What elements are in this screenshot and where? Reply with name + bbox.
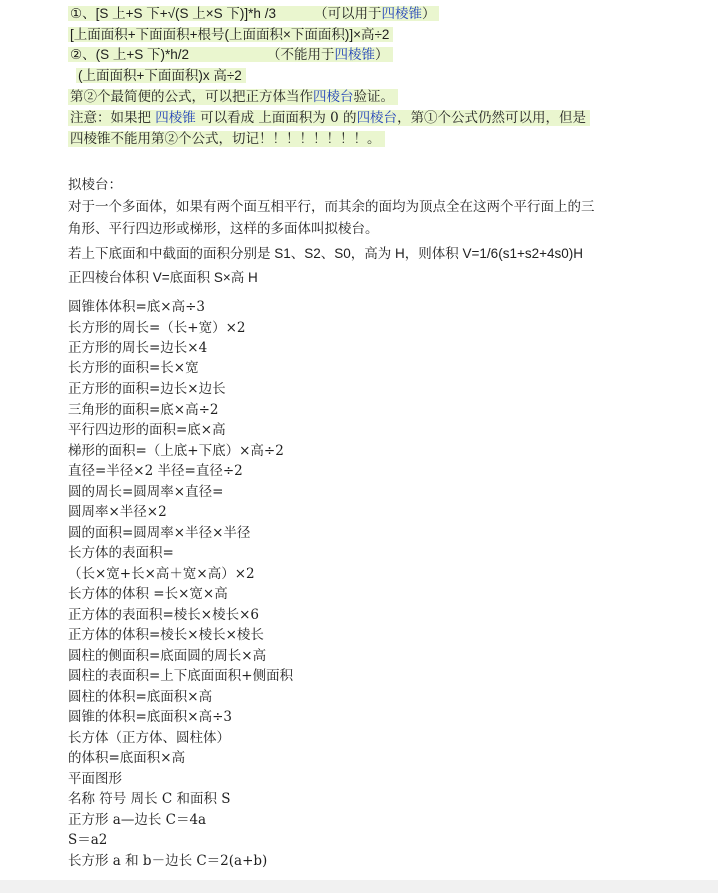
square-frustum-volume: 正四棱台体积 V=底面积 S×高 H — [68, 270, 258, 285]
formula-item: 圆的周长=圆周率×直径= — [68, 484, 224, 500]
frustum-link[interactable]: 四棱台 — [356, 110, 398, 126]
note-text: 第②个最简便的公式，可以把正方体当作 — [70, 89, 313, 105]
formula-item: 圆周率×半径×2 — [68, 504, 167, 520]
formula-item: 圆柱的表面积=上下底面面积+侧面积 — [68, 668, 294, 684]
highlight-line-5 — [68, 87, 398, 107]
note-text: 可以看成 上面面积为 0 的 — [195, 110, 357, 126]
prismatoid-heading: 拟棱台： — [68, 177, 122, 193]
note-text: ，第①个公式仍然可以用，但是 — [397, 110, 587, 126]
prismatoid-volume-formula: 若上下底面和中截面的面积分别是 S1、S2、S0，高为 H，则体积 V=1/6(s1+s2+4s0)H — [68, 246, 583, 261]
note-text: 验证。 — [353, 89, 394, 105]
formula-item: 梯形的面积=（上底+下底）×高÷2 — [68, 443, 284, 459]
pyramid-link[interactable]: 四棱锥 — [155, 110, 196, 126]
note-text: 注意：如果把 — [70, 110, 156, 126]
formula-item: 长方形的周长=（长+宽）×2 — [68, 320, 246, 336]
formula-item: 圆柱的侧面积=底面圆的周长×高 — [68, 648, 267, 664]
highlight-line-4 — [76, 66, 246, 86]
highlight-line-2 — [68, 25, 393, 45]
formula-item: 的体积=底面积×高 — [68, 750, 186, 766]
formula-item: S＝a2 — [68, 832, 108, 848]
highlight-line-6 — [68, 108, 590, 128]
note-text: ） — [375, 47, 389, 62]
formula-item: 平面图形 — [68, 771, 122, 787]
pyramid-link[interactable]: 四棱锥 — [381, 6, 422, 21]
formula-text: ②、(S 上+S 下)*h/2 — [70, 47, 190, 62]
note-text: ） — [421, 6, 436, 21]
note-text: 四棱锥不能用第②个公式，切记！！！！！！！！。 — [68, 131, 385, 147]
frustum-link[interactable]: 四棱台 — [313, 89, 354, 105]
formula-item: 圆的面积=圆周率×半径×半径 — [68, 525, 251, 541]
formula-text: (上面面积+下面面积)x 高÷2 — [76, 68, 246, 83]
note-text: （不能用于 — [267, 47, 335, 62]
formula-item: 正方形的面积=边长×边长 — [68, 381, 226, 397]
formula-text: [上面面积+下面面积+根号(上面面积×下面面积)]×高÷2 — [68, 27, 393, 42]
formula-item: 直径=半径×2 半径=直径÷2 — [68, 463, 243, 479]
formula-item: 正方形的周长=边长×4 — [68, 340, 208, 356]
formula-text: ①、[S 上+S 下+√(S 上×S 下)]*h /3 — [70, 6, 276, 21]
formula-item: 长方体（正方体、圆柱体） — [68, 730, 230, 746]
formula-item: 长方形的面积=长×宽 — [68, 360, 199, 376]
formula-item: 长方形 a 和 b－边长 C＝2(a+b) — [68, 853, 268, 869]
formula-item: 长方体的表面积= — [68, 545, 174, 561]
highlight-line-7 — [68, 129, 385, 149]
prismatoid-paragraph-line: 角形、平行四边形或梯形，这样的多面体叫拟棱台。 — [68, 221, 379, 237]
formula-item: 圆柱的体积=底面积×高 — [68, 689, 213, 705]
formula-item: 名称 符号 周长 C 和面积 S — [68, 791, 231, 807]
formula-item: 圆锥体体积=底×高÷3 — [68, 299, 206, 315]
formula-item: 正方体的体积=棱长×棱长×棱长 — [68, 627, 264, 643]
highlight-line-3 — [68, 45, 393, 65]
formula-item: 平行四边形的面积=底×高 — [68, 422, 226, 438]
highlight-line-1 — [68, 4, 439, 24]
formula-item: 正方体的表面积=棱长×棱长×6 — [68, 607, 260, 623]
formula-item: 正方形 a—边长 C＝4a — [68, 812, 207, 828]
pyramid-link[interactable]: 四棱锥 — [334, 47, 376, 62]
note-text: （可以用于 — [313, 6, 382, 21]
page-bottom-gap — [0, 880, 718, 893]
formula-item: （长×宽+长×高＋宽×高）×2 — [68, 566, 255, 582]
prismatoid-paragraph-line: 对于一个多面体，如果有两个面互相平行，而其余的面均为顶点全在这两个平行面上的三 — [68, 199, 595, 215]
formula-item: 圆锥的体积=底面积×高÷3 — [68, 709, 233, 725]
formula-item: 三角形的面积=底×高÷2 — [68, 402, 219, 418]
formula-item: 长方体的体积 =长×宽×高 — [68, 586, 228, 602]
